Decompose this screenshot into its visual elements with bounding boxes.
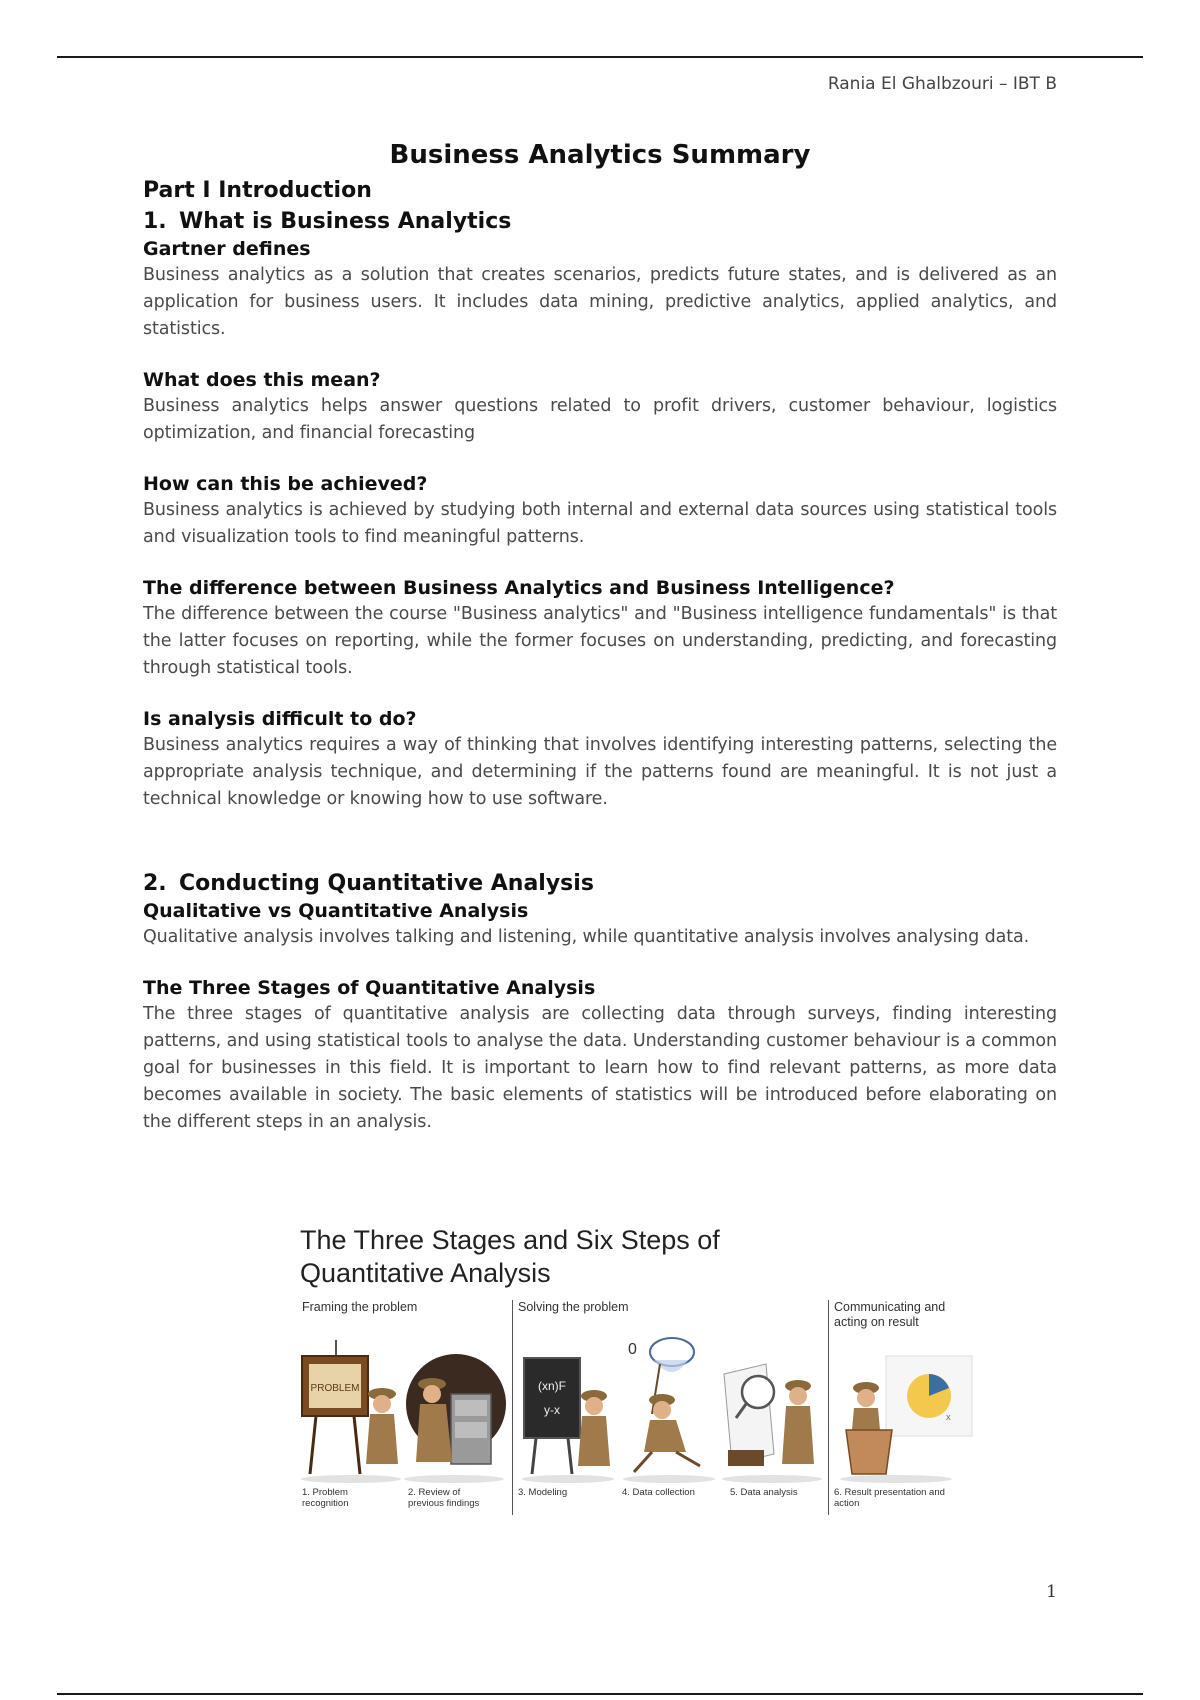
stage-label: Framing the problem: [302, 1300, 418, 1314]
svg-text:0: 0: [628, 1341, 637, 1358]
modeling-illustration: [518, 1334, 618, 1484]
result-presentation-illustration: [836, 1334, 976, 1484]
block-heading: How can this be achieved?: [143, 473, 428, 495]
stage-label: Solving the problem: [518, 1300, 629, 1314]
review-findings-illustration: [396, 1334, 511, 1484]
document-body: [143, 140, 1057, 1136]
quantitative-analysis-figure: [296, 1224, 980, 1519]
block-heading: Qualitative vs Quantitative Analysis: [143, 900, 529, 922]
step-label: 1. Problem recognition: [302, 1487, 349, 1509]
block-text: Business analytics as a solution that creates scenarios, predicts future states, and is delivered as an application for business users. It includes data mining, predictive analytics, applied analytics, and statistics.: [143, 265, 1057, 339]
page-number: 1: [1046, 1582, 1057, 1602]
block-heading: Gartner defines: [143, 238, 311, 260]
svg-text:y-x: y-x: [544, 1403, 560, 1417]
part-title: Part I Introduction: [143, 178, 372, 203]
block-text: Qualitative analysis involves talking and listening, while quantitative analysis involves analysing data.: [143, 927, 1030, 947]
footer-rule: [57, 1693, 1143, 1695]
stage-label: Communicating and acting on result: [834, 1300, 946, 1329]
block-heading: Is analysis difficult to do?: [143, 708, 417, 730]
header-rule: [57, 56, 1143, 58]
figure-title: The Three Stages and Six Steps of Quantitative Analysis: [300, 1225, 720, 1288]
header-author: Rania El Ghalbzouri – IBT B: [827, 74, 1057, 94]
block-text: Business analytics helps answer questions related to profit drivers, customer behaviour, logistics optimization, and financial forecasting: [143, 396, 1057, 443]
block-text: The difference between the course "Business analytics" and "Business intelligence fundamentals" is that the latter focuses on reporting, while the former focuses on understanding, predicting, and forecasting through statistical tools.: [143, 604, 1057, 678]
svg-text:(xn)F: (xn)F: [538, 1379, 566, 1393]
block-text: Business analytics requires a way of thinking that involves identifying interesting patterns, selecting the appropriate analysis technique, and determining if the patterns found are meaningful. It is not just a technical knowledge or knowing how to use software.: [143, 735, 1057, 809]
step-label: 4. Data collection: [622, 1487, 695, 1498]
section-1-heading: 1. What is Business Analytics: [143, 209, 512, 234]
block-text: Business analytics is achieved by studying both internal and external data sources using statistical tools and visualization tools to find meaningful patterns.: [143, 500, 1057, 547]
section-2-heading: 2. Conducting Quantitative Analysis: [143, 871, 594, 896]
svg-text:PROBLEM: PROBLEM: [310, 1383, 360, 1394]
step-label: 5. Data analysis: [730, 1487, 798, 1498]
data-collection-illustration: [614, 1334, 724, 1484]
block-heading: The difference between Business Analytics and Business Intelligence?: [143, 577, 895, 599]
block-heading: What does this mean?: [143, 369, 381, 391]
problem-recognition-illustration: [296, 1334, 406, 1484]
block-heading: The Three Stages of Quantitative Analysis: [143, 977, 596, 999]
document-title: Business Analytics Summary: [389, 140, 811, 170]
stage-divider: [512, 1300, 513, 1515]
data-analysis-illustration: [714, 1334, 829, 1484]
step-label: 2. Review of previous findings: [408, 1487, 480, 1509]
svg-text:X: X: [946, 1415, 951, 1422]
step-label: 6. Result presentation and action: [834, 1487, 945, 1509]
step-label: 3. Modeling: [518, 1487, 568, 1498]
block-text: The three stages of quantitative analysis are collecting data through surveys, finding interesting patterns, and using statistical tools to analyse the data. Understanding customer behaviour is a common goal for businesses in this field. It is important to learn how to find relevant patterns, as more data becomes available in society. The basic elements of statistics will be introduced before elaborating on the different steps in an analysis.: [143, 1004, 1057, 1132]
